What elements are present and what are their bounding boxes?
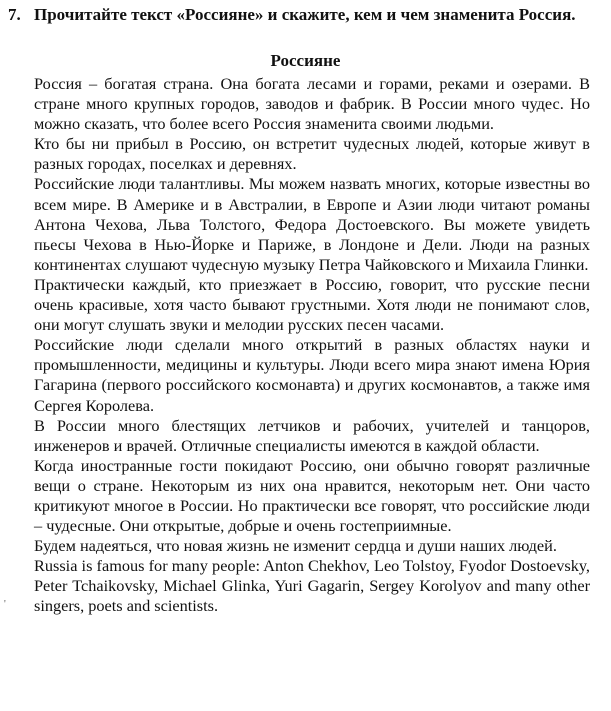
task-number: 7. xyxy=(8,5,21,24)
paragraph: Россия – богатая страна. Она богата лесами и горами, реками и озерами. В стране много крупных городов, заводов и фабрик. В России много чудес. Но можно сказать, что более всего Россия знаменита своими людьми. xyxy=(34,74,590,134)
paragraph: Российские люди талантливы. Мы можем назвать многих, которые известны во всем мире. В Америке и в Австралии, в Европе и Азии люди читают романы Антона Чехова, Льва Толстого, Федора Достоевского. Вы можете увидеть пьесы Чехова в Нью-Йорке и Париже, в Лондоне и Дели. Люди на разных континентах слушают чудесную музыку Петра Чайковского и Михаила Глинки. xyxy=(34,174,590,274)
task-instruction xyxy=(8,5,604,25)
scan-mark: ' xyxy=(4,599,6,610)
paragraph: Будем надеяться, что новая жизнь не изменит сердца и души наших людей. xyxy=(34,536,557,556)
paragraph: Кто бы ни прибыл в Россию, он встретит чудесных людей, которые живут в разных городах, поселках и деревнях. xyxy=(34,134,590,174)
paragraph: В России много блестящих летчиков и рабочих, учителей и танцоров, инженеров и врачей. Отличные специалисты имеются в каждой области. xyxy=(34,415,590,455)
paragraph: Российские люди сделали много открытий в разных областях науки и промышленности, медицины и культуры. Люди всего мира знают имена Юрия Гагарина (первого российского космонавта) и других космонавтов, а также имя Сергея Королева. xyxy=(34,335,590,415)
text-title: Россияне xyxy=(270,51,341,70)
paragraph: Russia is famous for many people: Anton Chekhov, Leo Tolstoy, Fyodor Dostoevsky, Peter Tchaikovsky, Michael Glinka, Yuri Gagarin, Sergey Korolyov and many other singers, poets and scientists. xyxy=(34,556,590,616)
paragraph: Когда иностранные гости покидают Россию, они обычно говорят различные вещи о стране. Некоторым из них она нравится, некоторым нет. Они часто критикуют многое в России. Но практически все говорят, что российские люди – чудесные. Они открытые, добрые и очень гостеприимные. xyxy=(34,455,590,536)
paragraph: Практически каждый, кто приезжает в Россию, говорит, что русские песни очень красивые, хотя часто бывают грустными. Хотя люди не понимают слов, они могут слушать звуки и мелодии русских песен часами. xyxy=(34,274,590,335)
task-text: Прочитайте текст «Россияне» и скажите, кем и чем знаменита Россия. xyxy=(34,5,576,24)
text-body xyxy=(34,74,590,617)
